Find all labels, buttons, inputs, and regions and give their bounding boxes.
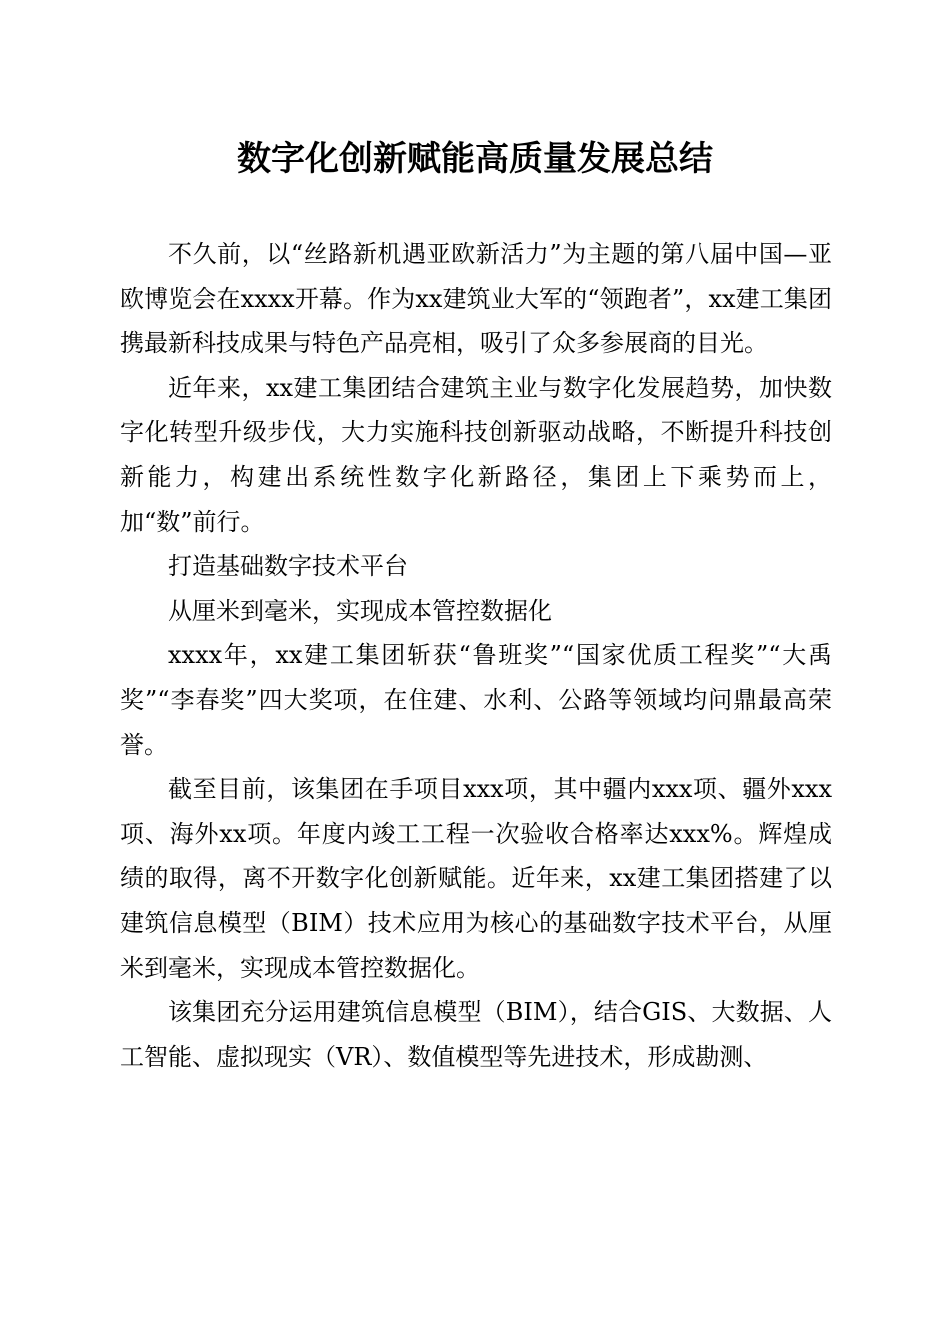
document-body — [120, 232, 832, 1079]
paragraph-bim: 该集团充分运用建筑信息模型（BIM），结合GIS、大数据、人工智能、虚拟现实（VR）、数值模型等先进技术，形成勘测、 — [120, 998, 832, 1071]
paragraph-intro: 不久前，以“丝路新机遇亚欧新活力”为主题的第八届中国—亚欧博览会在xxxx开幕。作为xx建筑业大军的“领跑者”，xx建工集团携最新科技成果与特色产品亮相，吸引了众多参展商的目光。 — [120, 240, 832, 358]
document-title: 数字化创新赋能高质量发展总结 — [237, 139, 713, 179]
paragraph-awards: xxxx年，xx建工集团斩获“鲁班奖”“国家优质工程奖”“大禹奖”“李春奖”四大奖项，在住建、水利、公路等领域均问鼎最高荣誉。 — [120, 641, 832, 759]
section-heading-platform: 打造基础数字技术平台 — [168, 552, 408, 581]
paragraph-projects: 截至目前，该集团在手项目xxx项，其中疆内xxx项、疆外xxx项、海外xx项。年度内竣工工程一次验收合格率达xxx%。辉煌成绩的取得，离不开数字化创新赋能。近年来，xx建工集团搭建了以建筑信息模型（BIM）技术应用为核心的基础数字技术平台，从厘米到毫米，实现成本管控数据化。 — [120, 775, 832, 982]
section-subheading-cost-control: 从厘米到毫米，实现成本管控数据化 — [168, 596, 552, 625]
paragraph-digital-transformation: 近年来，xx建工集团结合建筑主业与数字化发展趋势，加快数字化转型升级步伐，大力实施科技创新驱动战略，不断提升科技创新能力，构建出系统性数字化新路径，集团上下乘势而上，加“数”前行。 — [120, 373, 832, 536]
